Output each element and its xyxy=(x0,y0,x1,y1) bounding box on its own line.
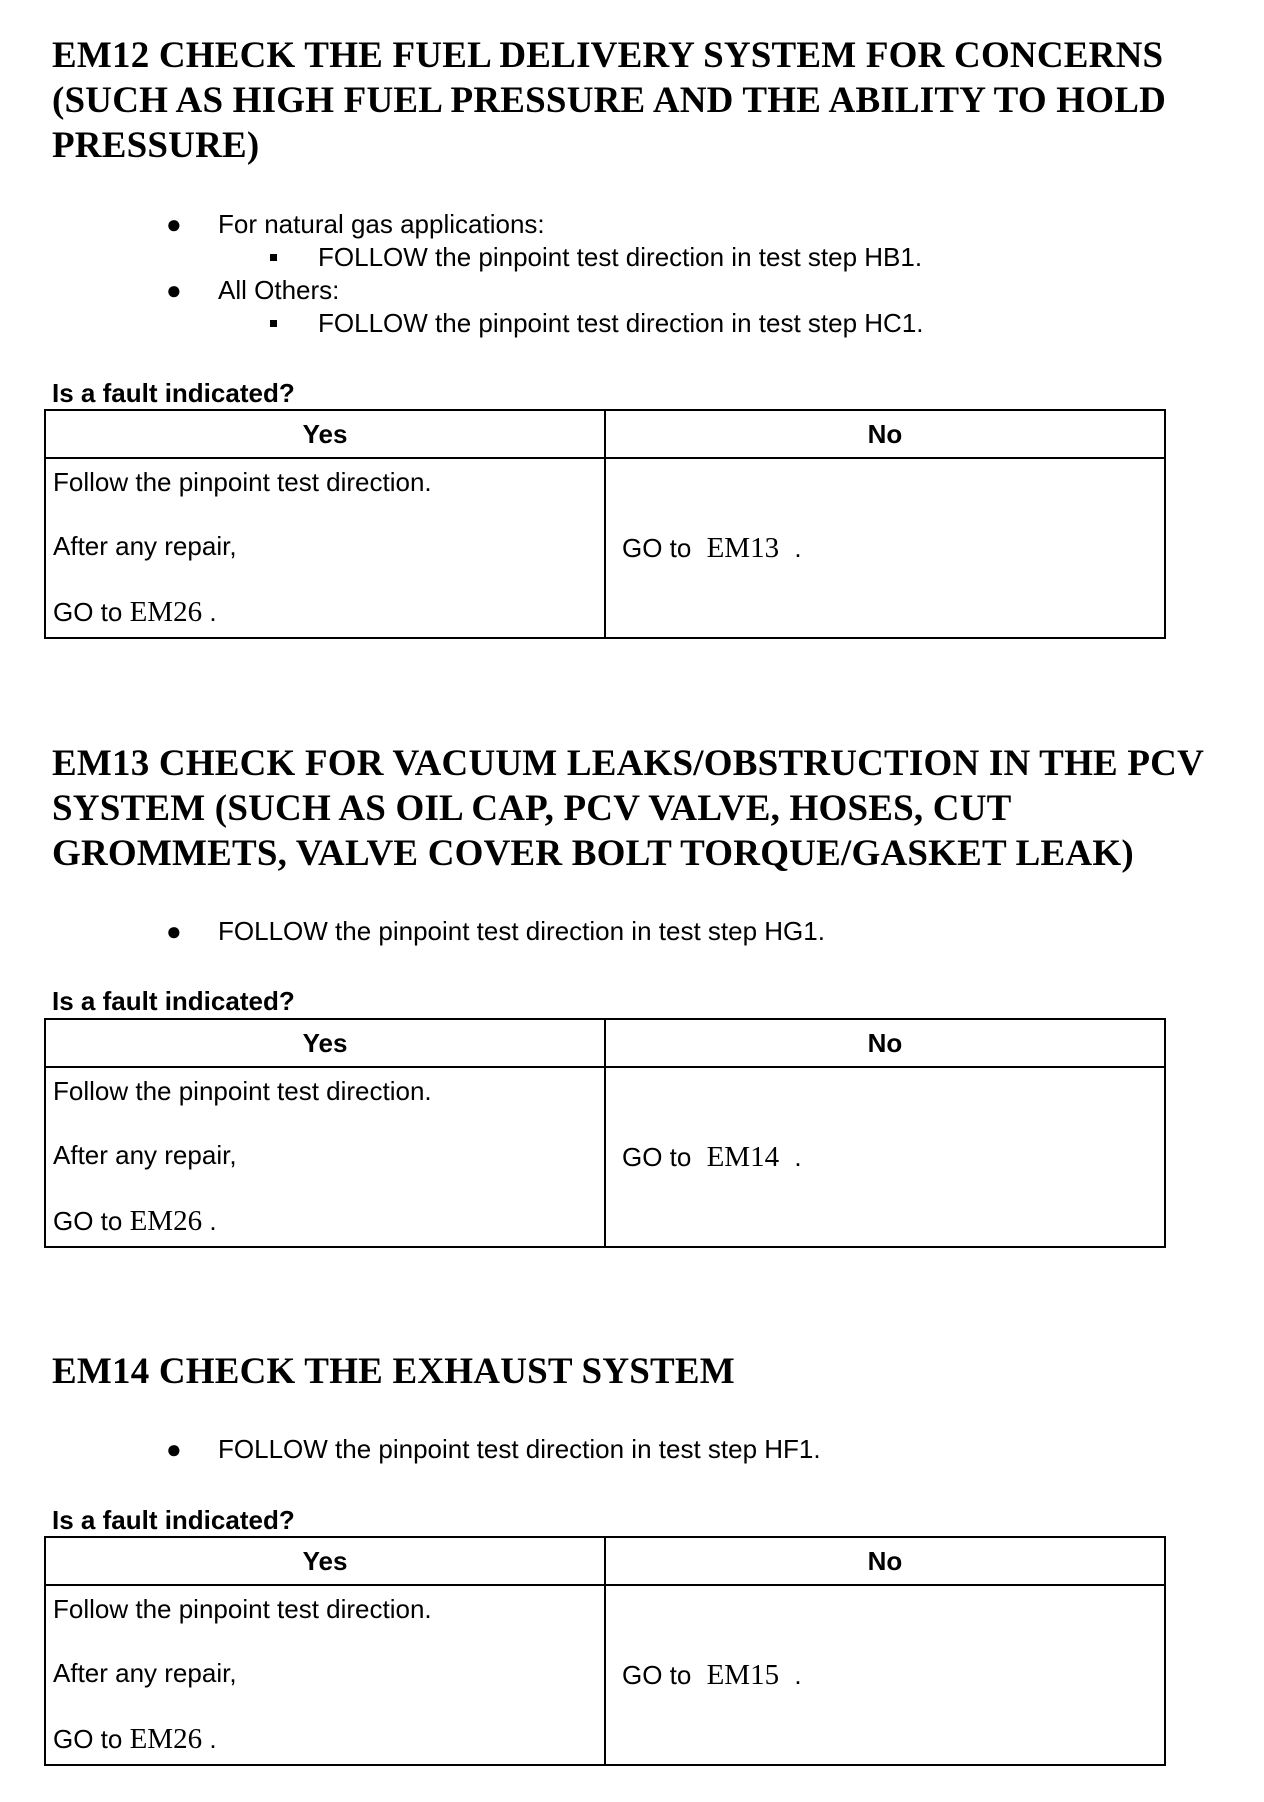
bullet-dot-icon: ● xyxy=(166,916,182,946)
yes-cell xyxy=(45,458,605,638)
yes-goto: GO to EM26 . xyxy=(53,1205,217,1237)
instruction-list xyxy=(0,915,825,948)
sub-list xyxy=(218,241,924,274)
no-cell xyxy=(605,1067,1165,1247)
yes-goto: GO to EM26 . xyxy=(53,596,217,628)
goto-link-em26[interactable]: EM26 xyxy=(129,596,203,628)
table-header-row xyxy=(45,410,1165,458)
table-header-row xyxy=(45,1019,1165,1067)
bullet-item xyxy=(0,208,924,274)
no-header: No xyxy=(605,410,1165,458)
bullet-dot-icon: ● xyxy=(166,275,182,305)
table-row xyxy=(45,1585,1165,1765)
yes-instruction: Follow the pinpoint test direction. xyxy=(53,467,432,497)
sub-bullet-text: FOLLOW the pinpoint test direction in test step HC1. xyxy=(318,308,924,338)
yes-header: Yes xyxy=(45,410,605,458)
bullet-text: For natural gas applications: xyxy=(218,209,545,239)
yes-instruction: Follow the pinpoint test direction. xyxy=(53,1594,432,1624)
goto-link-em26[interactable]: EM26 xyxy=(129,1723,203,1755)
no-goto: GO to EM13 . xyxy=(622,531,802,564)
no-header: No xyxy=(605,1019,1165,1067)
yes-cell xyxy=(45,1067,605,1247)
table-row xyxy=(45,1067,1165,1247)
bullet-dot-icon: ● xyxy=(166,209,182,239)
yes-no-table xyxy=(44,1536,1166,1766)
bullet-text: All Others: xyxy=(218,275,340,305)
yes-repair-note: After any repair, xyxy=(53,531,237,561)
bullet-item xyxy=(0,274,924,340)
section-title: EM12 CHECK THE FUEL DELIVERY SYSTEM FOR CONCERNS (SUCH AS HIGH FUEL PRESSURE AND THE ABILITY TO HOLD PRESSURE) xyxy=(52,35,1167,166)
table-row xyxy=(45,458,1165,638)
no-goto: GO to EM15 . xyxy=(622,1658,802,1691)
yes-header: Yes xyxy=(45,1537,605,1585)
goto-link-em15[interactable]: EM15 xyxy=(706,1658,780,1691)
bullet-text: FOLLOW the pinpoint test direction in test step HF1. xyxy=(218,1434,821,1464)
goto-link-em14[interactable]: EM14 xyxy=(706,1140,780,1173)
square-bullet-icon xyxy=(270,254,277,261)
sub-bullet-item xyxy=(0,241,924,274)
yes-repair-note: After any repair, xyxy=(53,1658,237,1688)
section-title: EM13 CHECK FOR VACUUM LEAKS/OBSTRUCTION IN THE PCV SYSTEM (SUCH AS OIL CAP, PCV VALVE, HOSES, CUT GROMMETS, VALVE COVER BOLT TORQUE/GASKET LEAK) xyxy=(52,743,1204,874)
goto-link-em26[interactable]: EM26 xyxy=(129,1205,203,1237)
section-title: EM14 CHECK THE EXHAUST SYSTEM xyxy=(52,1351,735,1392)
bullet-dot-icon: ● xyxy=(166,1434,182,1464)
yes-no-table xyxy=(44,1018,1166,1248)
no-cell xyxy=(605,1585,1165,1765)
yes-no-table xyxy=(44,409,1166,639)
table-header-row xyxy=(45,1537,1165,1585)
no-cell xyxy=(605,458,1165,638)
no-goto: GO to EM14 . xyxy=(622,1140,802,1173)
instruction-list xyxy=(0,208,924,340)
yes-header: Yes xyxy=(45,1019,605,1067)
fault-question: Is a fault indicated? xyxy=(52,378,295,408)
yes-repair-note: After any repair, xyxy=(53,1140,237,1170)
sub-list xyxy=(218,307,924,340)
square-bullet-icon xyxy=(270,320,277,327)
bullet-item xyxy=(0,915,825,948)
bullet-text: FOLLOW the pinpoint test direction in test step HG1. xyxy=(218,916,825,946)
fault-question: Is a fault indicated? xyxy=(52,1505,295,1535)
yes-instruction: Follow the pinpoint test direction. xyxy=(53,1076,432,1106)
bullet-item xyxy=(0,1433,821,1466)
sub-bullet-text: FOLLOW the pinpoint test direction in test step HB1. xyxy=(318,242,923,272)
goto-link-em13[interactable]: EM13 xyxy=(706,531,780,564)
yes-goto: GO to EM26 . xyxy=(53,1723,217,1755)
instruction-list xyxy=(0,1433,821,1466)
no-header: No xyxy=(605,1537,1165,1585)
fault-question: Is a fault indicated? xyxy=(52,986,295,1016)
sub-bullet-item xyxy=(0,307,924,340)
yes-cell xyxy=(45,1585,605,1765)
